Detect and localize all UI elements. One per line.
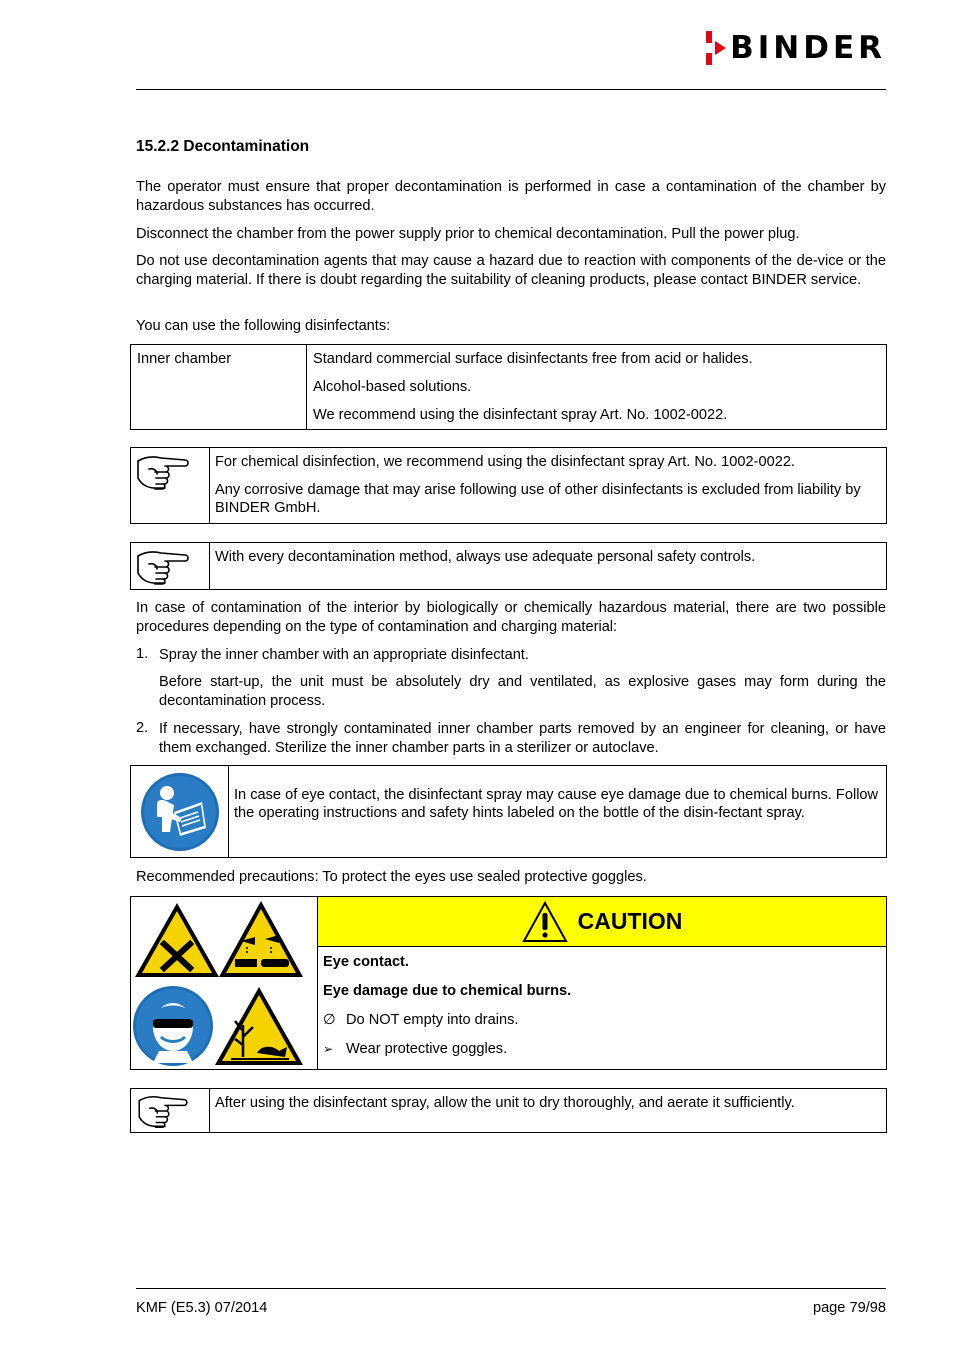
list-number: 2. xyxy=(136,720,149,736)
caution-bullet-text: Do NOT empty into drains. xyxy=(346,1012,519,1028)
read-manual-icon xyxy=(140,772,220,852)
section-heading: 15.2.2 Decontamination xyxy=(136,138,310,155)
disinfectant-line: We recommend using the disinfectant spray Art. No. 1002-0022. xyxy=(313,407,728,423)
note-box xyxy=(130,447,887,524)
caution-line: Eye contact. xyxy=(323,954,409,970)
table-label-cell xyxy=(131,345,307,430)
list-item: Spray the inner chamber with an appropriate disinfectant. xyxy=(159,647,529,663)
info-text-cell xyxy=(229,766,887,858)
caution-body xyxy=(318,947,886,1058)
caution-pictograms-cell xyxy=(131,897,318,1070)
note-box xyxy=(130,542,887,590)
list-number: 1. xyxy=(136,646,149,662)
list-item: If necessary, have strongly contaminated inner chamber parts removed by an engineer for cleaning, or have them exchanged. Sterilize the inner chamber parts in a sterilizer or autoclave. xyxy=(159,721,886,756)
note-text: For chemical disinfection, we recommend using the disinfectant spray Art. No. 1002-0022. xyxy=(215,454,795,470)
paragraph-operator: The operator must ensure that proper decontamination is performed in case a contamination of the chamber by hazardous substances has occurred. xyxy=(136,179,886,214)
note-text-cell xyxy=(210,448,887,524)
note-icon-cell xyxy=(131,1089,210,1133)
paragraph-disconnect: Disconnect the chamber from the power supply prior to chemical decontamination. Pull the power plug. xyxy=(136,226,800,242)
pointing-hand-icon xyxy=(135,452,193,494)
note-icon-cell xyxy=(131,543,210,590)
info-text: In case of eye contact, the disinfectant spray may cause eye damage due to chemical burns. Follow the operating instructions and safety hints labeled on the bottle of the disin-fectant spray. xyxy=(234,787,879,821)
disinfectants-table xyxy=(130,344,887,430)
paragraph-disinfectants: You can use the following disinfectants: xyxy=(136,318,391,334)
caution-box xyxy=(130,896,887,1070)
caution-bullet xyxy=(323,1040,881,1058)
info-box xyxy=(130,765,887,858)
header-rule xyxy=(136,89,886,90)
arrow-bullet-symbol: ➢ xyxy=(323,1042,334,1056)
note-text: Any corrosive damage that may arise following use of other disinfectants is excluded from liability by BINDER GmbH. xyxy=(215,482,861,516)
list-item-sub: Before start-up, the unit must be absolutely dry and ventilated, as explosive gases may form during the decontamination process. xyxy=(159,674,886,709)
info-icon-cell xyxy=(131,766,229,858)
page-number: page 79/98 xyxy=(812,1300,886,1316)
note-box xyxy=(130,1088,887,1133)
binder-logo xyxy=(706,30,886,66)
inner-chamber-label: Inner chamber xyxy=(137,351,232,367)
note-icon-cell xyxy=(131,448,210,524)
brand-chevron-icon xyxy=(706,31,730,65)
harmful-warning-icon xyxy=(135,903,219,977)
disinfectant-line: Standard commercial surface disinfectants free from acid or halides. xyxy=(313,351,753,367)
document-version: KMF (E5.3) 07/2014 xyxy=(136,1300,268,1316)
note-text-cell xyxy=(210,543,887,590)
prohibition-symbol: ∅ xyxy=(323,1012,336,1028)
paragraph-agents: Do not use decontamination agents that may cause a hazard due to reaction with components of the de-vice or the charging material. If there is doubt regarding the suitability of cleaning products, please contact BINDER service. xyxy=(136,253,886,288)
disinfectant-line: Alcohol-based solutions. xyxy=(313,379,472,395)
corrosive-warning-icon xyxy=(219,901,303,977)
caution-content-cell xyxy=(318,897,887,1070)
caution-header xyxy=(318,897,886,947)
wear-goggles-icon xyxy=(133,986,213,1066)
note-text: After using the disinfectant spray, allow the unit to dry thoroughly, and aerate it sufficiently. xyxy=(215,1095,795,1111)
environmental-hazard-icon xyxy=(215,987,303,1065)
hazard-pictograms xyxy=(131,897,317,1069)
caution-title: CAUTION xyxy=(577,908,683,934)
procedure-intro: In case of contamination of the interior by biologically or chemically hazardous material, there are two possible procedures depending on the type of contamination and charging material: xyxy=(136,600,886,635)
caution-bullet xyxy=(323,1011,881,1029)
warning-triangle-icon xyxy=(522,901,568,943)
footer-rule xyxy=(136,1288,886,1289)
note-text-cell xyxy=(210,1089,887,1133)
table-values-cell xyxy=(307,345,887,430)
recommended-precautions: Recommended precautions: To protect the eyes use sealed protective goggles. xyxy=(136,869,647,885)
caution-line: Eye damage due to chemical burns. xyxy=(323,983,572,999)
pointing-hand-icon xyxy=(135,547,193,589)
pointing-hand-icon xyxy=(135,1092,193,1132)
caution-bullet-text: Wear protective goggles. xyxy=(346,1041,508,1057)
note-text: With every decontamination method, always use adequate personal safety controls. xyxy=(215,549,756,565)
brand-name: BINDER xyxy=(730,30,886,66)
